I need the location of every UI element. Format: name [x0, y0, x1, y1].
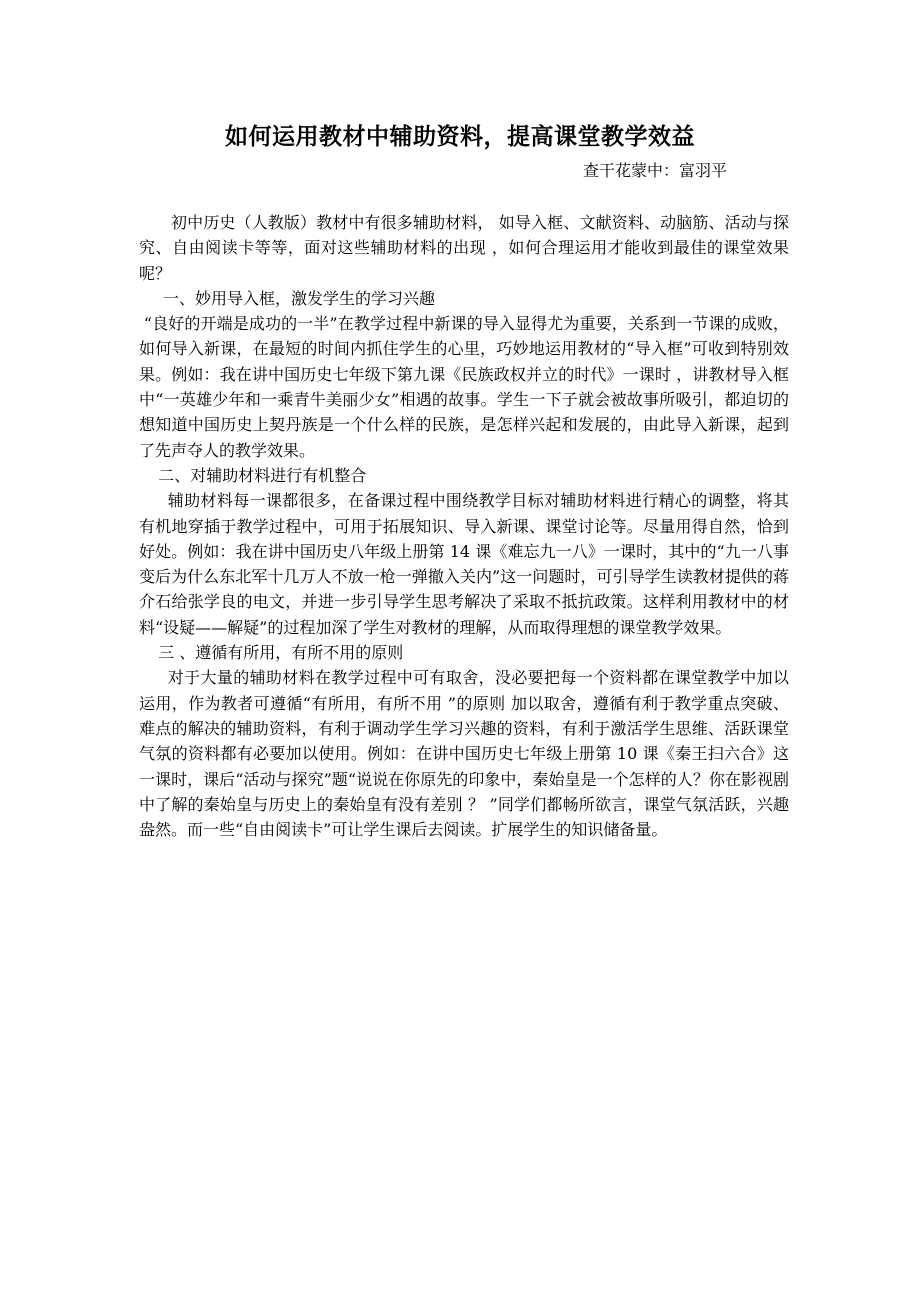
document-title: 如何运用教材中辅助资料，提高课堂教学效益	[225, 123, 695, 150]
intro-paragraph: 初中历史（人教版）教材中有很多辅助材料， 如导入框、文献资料、动脑筋、活动与探究、自由阅读卡等等，面对这些辅助材料的出现 ，如何合理运用才能收到最佳的课堂效果呢？	[139, 213, 789, 283]
section-paragraph-3: 对于大量的辅助材料在教学过程中可有取舍，没必要把每一个资料都在课堂教学中加以运用，作为教者可遵循“有所用，有所不用 ”的原则 加以取舍，遵循有利于教学重点突破、难点的解决的辅助资料，有利于调动学生学习兴趣的资料，有利于激活学生思维、活跃课堂气氛的资料都有必要加以使用。例如：在讲中国历史七年级上册第 10 课《秦王扫六合》这一课时，课后“活动与探究”题“说说在你原先的印象中，秦始皇是一个怎样的人？你在影视剧中了解的秦始皇与历史上的秦始皇有没有差别 ？ ”同学们都畅所欲言，课堂气氛活跃，兴趣盎然。而一些“自由阅读卡”可让学生课后去阅读。扩展学生的知识储备量。	[139, 668, 789, 840]
document-body	[139, 210, 789, 842]
section-paragraph-1: “良好的开端是成功的一半”在教学过程中新课的导入显得尤为重要，关系到一节课的成败，如何导入新课，在最短的时间内抓住学生的心里，巧妙地运用教材的“导入框”可收到特别效果。例如：我在讲中国历史七年级下第九课《民族政权并立的时代》一课时 ，讲教材导入框中“一英雄少年和一乘青牛美丽少女”相遇的故事。学生一下子就会被故事所吸引，都迫切的想知道中国历史上契丹族是一个什么样的民族，是怎样兴起和发展的，由此导入新课，起到了先声夺人的教学效果。	[139, 314, 789, 460]
section-heading-2: 二、对辅助材料进行有机整合	[158, 465, 367, 485]
section-heading-1: 一、妙用导入框，激发学生的学习兴趣	[163, 288, 436, 308]
section-heading-3: 三 、遵循有所用，有所不用的原则	[158, 643, 404, 663]
author-line: 查干花蒙中：富羽平	[582, 161, 727, 180]
section-paragraph-2: 辅助材料每一课都很多，在备课过程中围绕教学目标对辅助材料进行精心的调整，将其有机地穿插于教学过程中，可用于拓展知识、导入新课、课堂讨论等。尽量用得自然，恰到好处。例如：我在讲中国历史八年级上册第 14 课《难忘九一八》一课时，其中的“九一八事变后为什么东北军十几万人不放一枪一弹撤入关内”这一问题时，可引导学生读教材提供的蒋介石给张学良的电文，并进一步引导学生思考解决了采取不抵抗政策。这样利用教材中的材料“设疑——解疑”的过程加深了学生对教材的理解，从而取得理想的课堂教学效果。	[139, 491, 789, 637]
